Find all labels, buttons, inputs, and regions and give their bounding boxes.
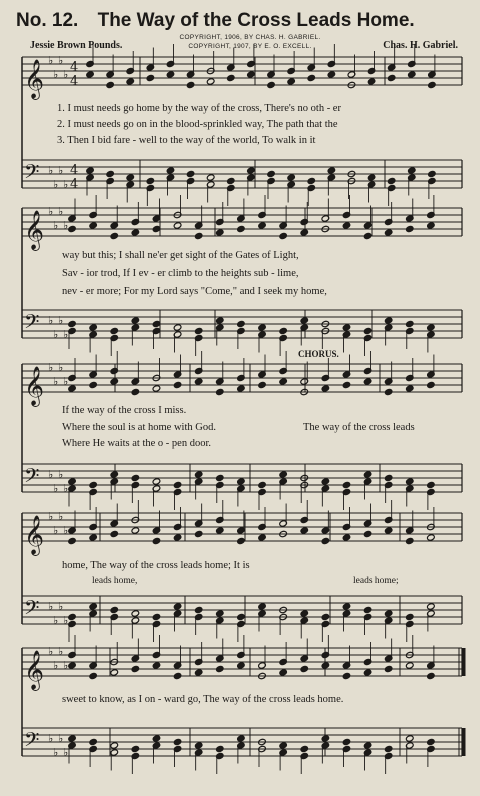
clef-glyph: ♭: [63, 482, 69, 495]
note-head: [186, 81, 195, 88]
clef-glyph: 4: [70, 163, 79, 178]
clef-glyph: ♭: [53, 178, 59, 191]
note-head: [131, 474, 140, 481]
clef-glyph: ♭: [53, 68, 59, 81]
note-head: [194, 606, 203, 613]
note-head: [384, 665, 393, 672]
clef-glyph: ♭: [63, 659, 69, 672]
note-head: [237, 385, 246, 392]
note-head: [194, 471, 203, 478]
note-head: [300, 317, 309, 324]
note-head: [427, 324, 436, 331]
clef-glyph: ♭: [53, 219, 59, 232]
note-head: [68, 225, 77, 232]
note-head: [300, 527, 309, 534]
note-head: [131, 317, 140, 324]
note-head: [387, 177, 396, 184]
note-head: [216, 388, 225, 395]
note-head: [216, 229, 225, 236]
clef-glyph: ♭: [63, 614, 69, 627]
note-head: [194, 327, 203, 334]
clef-glyph: ♭: [48, 468, 54, 481]
note-head: [342, 603, 351, 610]
clef-glyph: ♭: [58, 510, 64, 523]
clef-glyph: ♭: [58, 645, 64, 658]
note-head: [406, 225, 415, 232]
chorus-label: CHORUS.: [298, 349, 339, 359]
note-head: [152, 537, 161, 544]
note-head: [166, 71, 175, 78]
note-head: [287, 78, 296, 85]
lyric-s3-chorus: The way of the cross leads: [303, 422, 415, 433]
note-head: [279, 471, 288, 478]
note-head: [237, 225, 246, 232]
note-head: [267, 81, 276, 88]
note-head: [237, 320, 246, 327]
lyric-s1-verse1: 1. I must needs go home by the way of the cross, There's no oth - er: [57, 103, 341, 114]
clef-glyph: ♭: [58, 732, 64, 745]
note-head: [342, 222, 351, 229]
clef-glyph: ♭: [58, 600, 64, 613]
lyric-s1-verse2: 2. I must needs go on in the blood-sprinkled way, The path that the: [57, 119, 338, 130]
clef-glyph: ♭: [63, 746, 69, 759]
note-head: [194, 530, 203, 537]
note-head: [68, 478, 77, 485]
copyright-line-1: COPYRIGHT, 1906, BY CHAS. H. GABRIEL.: [179, 34, 321, 41]
note-head: [68, 385, 77, 392]
note-head: [237, 537, 246, 544]
note-head: [300, 610, 309, 617]
clef-glyph: ♭: [48, 314, 54, 327]
lyric-s4-soprano: home, The way of the cross leads home; It is: [62, 560, 250, 571]
clef-glyph: ♭: [53, 482, 59, 495]
note-head: [152, 385, 161, 392]
clef-glyph: 𝄞: [24, 59, 45, 99]
clef-glyph: ♭: [48, 164, 54, 177]
note-head: [194, 378, 203, 385]
note-head: [152, 662, 161, 669]
note-head: [367, 78, 376, 85]
note-head: [131, 527, 140, 534]
note-head: [267, 170, 276, 177]
note-head: [110, 327, 119, 334]
note-head: [279, 327, 288, 334]
note-head: [237, 735, 246, 742]
note-head: [342, 534, 351, 541]
hymn-title-text: The Way of the Cross Leads Home.: [97, 10, 415, 31]
note-head: [110, 530, 119, 537]
note-head: [131, 388, 140, 395]
note-head: [321, 662, 330, 669]
note-head: [152, 735, 161, 742]
note-head: [86, 71, 95, 78]
clef-glyph: ♭: [58, 314, 64, 327]
note-head: [173, 324, 182, 331]
note-head: [110, 606, 119, 613]
note-head: [300, 745, 309, 752]
note-head: [342, 381, 351, 388]
clef-glyph: ♭: [48, 361, 54, 374]
note-head: [258, 381, 267, 388]
note-head: [173, 534, 182, 541]
clef-glyph: 𝄢: [24, 160, 40, 188]
note-head: [427, 381, 436, 388]
note-head: [321, 478, 330, 485]
note-head: [279, 378, 288, 385]
clef-glyph: ♭: [48, 732, 54, 745]
note-head: [408, 167, 417, 174]
note-head: [237, 478, 246, 485]
note-head: [427, 534, 436, 541]
note-head: [173, 222, 182, 229]
note-head: [406, 320, 415, 327]
clef-glyph: ♭: [53, 746, 59, 759]
note-head: [166, 167, 175, 174]
clef-glyph: ♭: [53, 375, 59, 388]
note-head: [216, 745, 225, 752]
note-head: [279, 669, 288, 676]
note-head: [68, 613, 77, 620]
note-head: [342, 738, 351, 745]
clef-glyph: ♭: [63, 178, 69, 191]
lyric-s4-bass-left: leads home,: [92, 576, 138, 586]
note-head: [216, 527, 225, 534]
note-head: [384, 229, 393, 236]
note-head: [227, 177, 236, 184]
note-head: [384, 317, 393, 324]
note-head: [68, 537, 77, 544]
note-head: [384, 527, 393, 534]
note-head: [406, 613, 415, 620]
note-head: [106, 81, 115, 88]
note-head: [152, 225, 161, 232]
note-head: [300, 665, 309, 672]
note-head: [321, 613, 330, 620]
lyric-s4-bass-right: leads home;: [353, 576, 399, 586]
note-head: [363, 327, 372, 334]
note-head: [342, 672, 351, 679]
note-head: [194, 232, 203, 239]
lyric-s3-verse3: Where He waits at the o - pen door.: [62, 438, 211, 449]
note-head: [173, 481, 182, 488]
note-head: [321, 385, 330, 392]
note-head: [173, 603, 182, 610]
note-head: [406, 385, 415, 392]
lyricist-credit: Jessie Brown Pounds.: [30, 40, 123, 51]
lyric-s5: sweet to know, as I on - ward go, The way of the cross leads home.: [62, 694, 344, 705]
lyric-s2-verse2: Sav - ior trod, If I ev - er climb to the heights sub - lime,: [62, 268, 299, 279]
note-head: [327, 71, 336, 78]
note-head: [321, 537, 330, 544]
note-head: [110, 232, 119, 239]
clef-glyph: ♭: [63, 328, 69, 341]
clef-glyph: ♭: [48, 510, 54, 523]
note-head: [342, 324, 351, 331]
clef-glyph: ♭: [58, 361, 64, 374]
clef-glyph: ♭: [53, 614, 59, 627]
note-head: [89, 481, 98, 488]
note-head: [131, 745, 140, 752]
note-head: [427, 603, 436, 610]
note-head: [247, 71, 256, 78]
note-head: [363, 742, 372, 749]
note-head: [173, 381, 182, 388]
note-head: [363, 606, 372, 613]
note-head: [152, 320, 161, 327]
note-head: [406, 662, 415, 669]
clef-glyph: ♭: [53, 524, 59, 537]
clef-glyph: 𝄞: [24, 650, 45, 690]
note-head: [152, 613, 161, 620]
note-head: [258, 324, 267, 331]
clef-glyph: 𝄢: [24, 310, 40, 338]
note-head: [428, 81, 437, 88]
note-head: [68, 320, 77, 327]
clef-glyph: ♭: [58, 205, 64, 218]
clef-glyph: ♭: [48, 205, 54, 218]
note-head: [216, 665, 225, 672]
note-head: [237, 662, 246, 669]
lyric-s2-verse1: way but this; I shall ne'er get sight of the Gates of Light,: [62, 250, 299, 261]
note-head: [363, 669, 372, 676]
clef-glyph: 𝄢: [24, 728, 40, 756]
note-head: [342, 481, 351, 488]
clef-glyph: ♭: [53, 328, 59, 341]
note-head: [258, 222, 267, 229]
note-head: [384, 745, 393, 752]
note-head: [194, 742, 203, 749]
note-head: [89, 534, 98, 541]
note-head: [131, 229, 140, 236]
note-head: [427, 672, 436, 679]
clef-glyph: ♭: [58, 54, 64, 67]
note-head: [89, 222, 98, 229]
note-head: [258, 534, 267, 541]
note-head: [427, 481, 436, 488]
note-head: [279, 742, 288, 749]
note-head: [89, 672, 98, 679]
note-head: [131, 610, 140, 617]
clef-glyph: 4: [70, 74, 79, 89]
note-head: [384, 388, 393, 395]
note-head: [89, 603, 98, 610]
note-head: [406, 478, 415, 485]
clef-glyph: 𝄢: [24, 464, 40, 492]
note-head: [86, 167, 95, 174]
note-head: [428, 170, 437, 177]
note-head: [384, 610, 393, 617]
lyric-s1-verse3: 3. Then I bid fare - well to the way of the world, To walk in it: [57, 135, 316, 146]
clef-glyph: 𝄢: [24, 596, 40, 624]
lyric-s3-verse2: Where the soul is at home with God.: [62, 422, 216, 433]
copyright-line-2: COPYRIGHT, 1907, BY E. O. EXCELL.: [188, 43, 312, 50]
note-head: [110, 742, 119, 749]
clef-glyph: 4: [70, 60, 79, 75]
lyric-s2-verse3: nev - er more; For my Lord says "Come," and I seek my home,: [62, 286, 327, 297]
note-head: [237, 613, 246, 620]
note-head: [146, 177, 155, 184]
note-head: [408, 71, 417, 78]
note-head: [406, 537, 415, 544]
note-head: [110, 378, 119, 385]
note-head: [307, 74, 316, 81]
note-head: [258, 481, 267, 488]
clef-glyph: ♭: [48, 54, 54, 67]
note-head: [287, 174, 296, 181]
note-head: [327, 167, 336, 174]
clef-glyph: ♭: [58, 164, 64, 177]
note-head: [363, 232, 372, 239]
note-head: [247, 167, 256, 174]
note-head: [300, 229, 309, 236]
note-head: [89, 381, 98, 388]
clef-glyph: ♭: [63, 68, 69, 81]
note-head: [186, 170, 195, 177]
note-head: [427, 222, 436, 229]
note-head: [427, 738, 436, 745]
note-head: [406, 735, 415, 742]
note-head: [363, 378, 372, 385]
clef-glyph: ♭: [58, 468, 64, 481]
clef-glyph: 𝄞: [24, 210, 45, 250]
composer-credit: Chas. H. Gabriel.: [383, 40, 458, 51]
note-head: [152, 478, 161, 485]
note-head: [206, 78, 215, 85]
note-head: [216, 474, 225, 481]
note-head: [110, 471, 119, 478]
note-head: [194, 669, 203, 676]
note-head: [387, 74, 396, 81]
clef-glyph: ♭: [53, 659, 59, 672]
note-head: [126, 174, 135, 181]
clef-glyph: ♭: [63, 375, 69, 388]
note-head: [68, 662, 77, 669]
note-head: [279, 232, 288, 239]
note-head: [131, 665, 140, 672]
clef-glyph: ♭: [48, 600, 54, 613]
note-head: [106, 170, 115, 177]
note-head: [126, 78, 135, 85]
clef-glyph: ♭: [48, 645, 54, 658]
clef-glyph: ♭: [63, 219, 69, 232]
lyric-s3-verse1: If the way of the cross I miss.: [62, 405, 187, 416]
note-head: [146, 74, 155, 81]
note-head: [216, 610, 225, 617]
note-head: [321, 735, 330, 742]
note-head: [68, 735, 77, 742]
note-head: [206, 174, 215, 181]
note-head: [89, 738, 98, 745]
note-head: [384, 474, 393, 481]
note-head: [173, 672, 182, 679]
clef-glyph: ♭: [63, 524, 69, 537]
note-head: [110, 669, 119, 676]
clef-glyph: 𝄞: [24, 366, 45, 406]
note-head: [307, 177, 316, 184]
note-head: [89, 324, 98, 331]
note-head: [173, 738, 182, 745]
note-head: [227, 74, 236, 81]
note-head: [363, 530, 372, 537]
note-head: [216, 317, 225, 324]
note-head: [367, 174, 376, 181]
clef-glyph: 4: [70, 177, 79, 192]
note-head: [363, 471, 372, 478]
note-head: [258, 603, 267, 610]
hymn-number: No. 12.: [16, 10, 79, 31]
clef-glyph: 𝄞: [24, 515, 45, 555]
